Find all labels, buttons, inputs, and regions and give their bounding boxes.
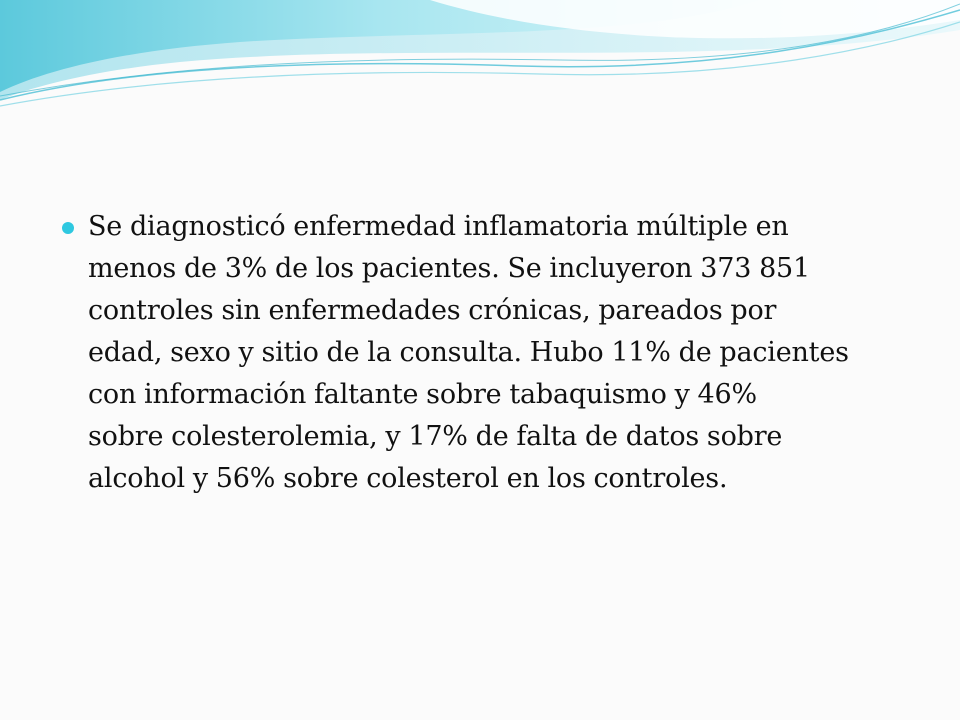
header-wave-decoration (0, 0, 960, 120)
text-line: controles sin enfermedades crónicas, pareados por (88, 295, 777, 326)
text-line: edad, sexo y sitio de la consulta. Hubo 11% de pacientes (88, 337, 849, 368)
round-bullet-icon (62, 222, 74, 234)
content-area (62, 206, 912, 500)
bullet-item (62, 206, 912, 500)
text-line: Se diagnosticó enfermedad inflamatoria múltiple en (88, 211, 789, 242)
text-line: sobre colesterolemia, y 17% de falta de datos sobre (88, 421, 783, 452)
bullet-paragraph (88, 206, 849, 500)
text-line: con información faltante sobre tabaquismo y 46% (88, 379, 757, 410)
text-line: menos de 3% de los pacientes. Se incluyeron 373 851 (88, 253, 810, 284)
text-line: alcohol y 56% sobre colesterol en los controles. (88, 463, 728, 494)
